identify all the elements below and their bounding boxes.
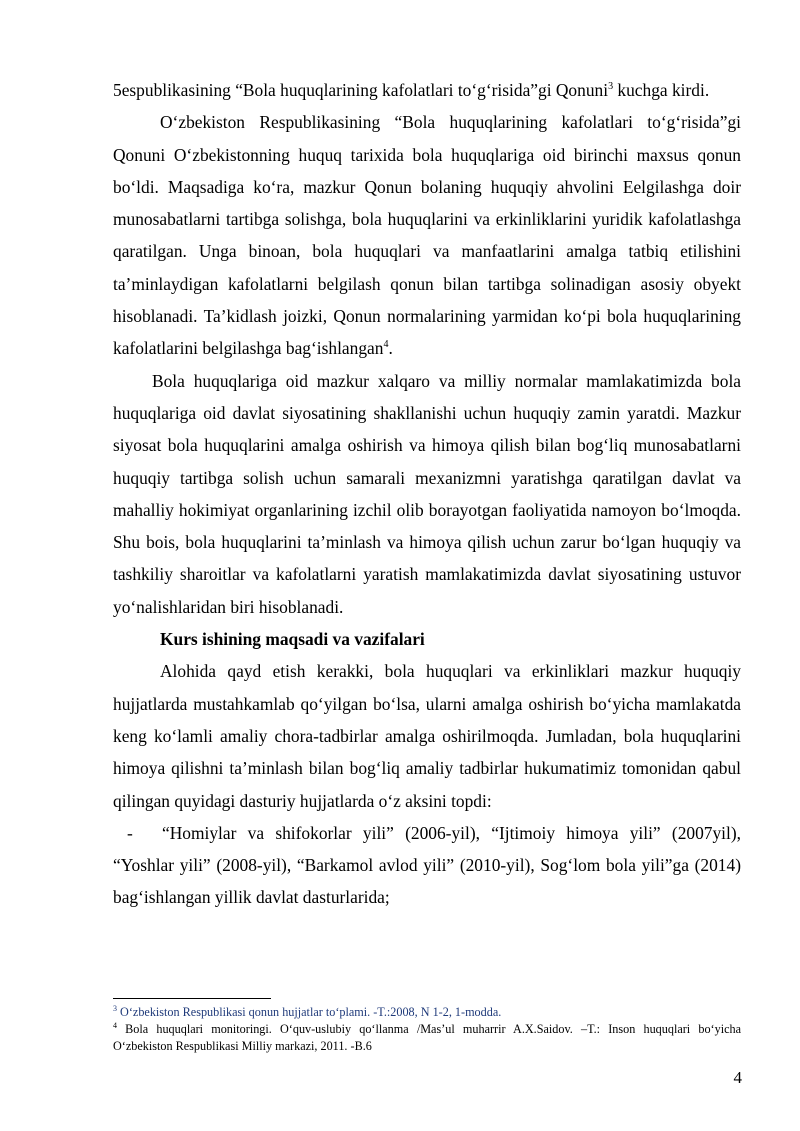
paragraph-1-tail: kuchga kirdi. [613, 80, 710, 100]
section-heading: Kurs ishining maqsadi va vazifalari [160, 629, 425, 650]
footnote-4 [113, 1021, 741, 1055]
paragraph-2 [113, 106, 741, 364]
footnote-4-number: 4 [113, 1020, 117, 1030]
paragraph-1-text: 5espublikasining “Bola huquqlarining kafolatlari to‘g‘risida”gi Qonuni [113, 80, 609, 100]
body-text [113, 74, 741, 914]
footnote-4-text: Bola huquqlari monitoringi. O‘quv-uslubiy qo‘llanma /Mas’ul muharrir A.X.Saidov. –T.: Inson huquqlari bo‘yicha O‘zbekiston Respublikasi Milliy markazi, 2011. -B.6 [113, 1022, 741, 1053]
paragraph-2-text: O‘zbekiston Respublikasining “Bola huquqlarining kafolatlari to‘g‘risida”gi Qonuni O‘zbekistonning huquq tarixida bola huquqlariga oid birinchi maxsus qonun bo‘ldi. Maqsadiga ko‘ra, mazkur Qonun bolaning huquqiy ahvolini Eelgilashga doir munosabatlarni tartibga solishga, bola huquqlarini va erkinliklarini yuridik kafolatlashga qaratilgan. Unga binoan, bola huquqlari va manfaatlarini amalga tatbiq etilishini ta’minlaydigan kafolatlarni belgilash qonun bilan tartibga solinadigan asosiy obyekt hisoblanadi. Ta’kidlash joizki, Qonun normalarining yarmidan ko‘pi bola huquqlarining kafolatlarini belgilashga bag‘ishlangan [113, 112, 741, 359]
paragraph-3: Bola huquqlariga oid mazkur xalqaro va milliy normalar mamlakatimizda bola huquqlariga oid davlat siyosatining shakllanishi uchun huquqiy zamin yaratdi. Mazkur siyosat bola huquqlarini amalga oshirish va himoya qilish bilan bog‘liq munosabatlarni huquqiy tartibga solish uchun samarali mexanizmni yaratishga qaratilgan davlat va mahalliy hokimiyat organlarining izchil olib borayotgan faoliyatida namoyon bo‘lmoqda. Shu bois, bola huquqlarini ta’minlash va himoya qilish uchun zarur bo‘lgan huquqiy va tashkiliy sharoitlar va kafolatlarni yaratish mamlakatimizda davlat siyosatining ustuvor yo‘nalishlaridan biri hisoblanadi. [113, 370, 741, 617]
list-dash: - [127, 822, 133, 843]
footnote-separator [113, 998, 271, 999]
paragraph-1 [113, 74, 741, 106]
list-item [113, 817, 741, 914]
page-number: 4 [733, 1068, 742, 1087]
footnotes [113, 1004, 741, 1055]
footnote-3-text: O‘zbekiston Respublikasi qonun hujjatlar to‘plami. -T.:2008, N 1-2, 1-modda. [117, 1005, 502, 1019]
footnote-3 [113, 1004, 741, 1021]
paragraph-2-tail: . [388, 338, 393, 359]
footnote-ref-3[interactable]: 3 [608, 81, 614, 93]
paragraph-4: Alohida qayd etish kerakki, bola huquqlari va erkinliklari mazkur huquqiy hujjatlarda mustahkamlab qo‘yilgan bo‘lsa, ularni amalga oshirish bo‘yicha mamlakatda keng ko‘lamli amaliy chora-tadbirlar amalga oshirilmoqda. Jumladan, bola huquqlarini himoya qilishni ta’minlash bilan bog‘liq amaliy tadbirlar hukumatimiz tomonidan qabul qilingan quyidagi dasturiy hujjatlarda o‘z aksini topdi: [113, 661, 741, 811]
footnote-ref-4[interactable]: 4 [383, 339, 389, 351]
list-item-text: “Homiylar va shifokorlar yili” (2006-yil), “Ijtimoiy himoya yili” (2007yil), “Yoshlar yili” (2008-yil), “Barkamol avlod yili” (2010-yil), Sog‘lom bola yili”ga (2014) bag‘ishlangan yillik davlat dasturlarida; [113, 822, 741, 908]
footnote-3-number: 3 [113, 1003, 117, 1013]
